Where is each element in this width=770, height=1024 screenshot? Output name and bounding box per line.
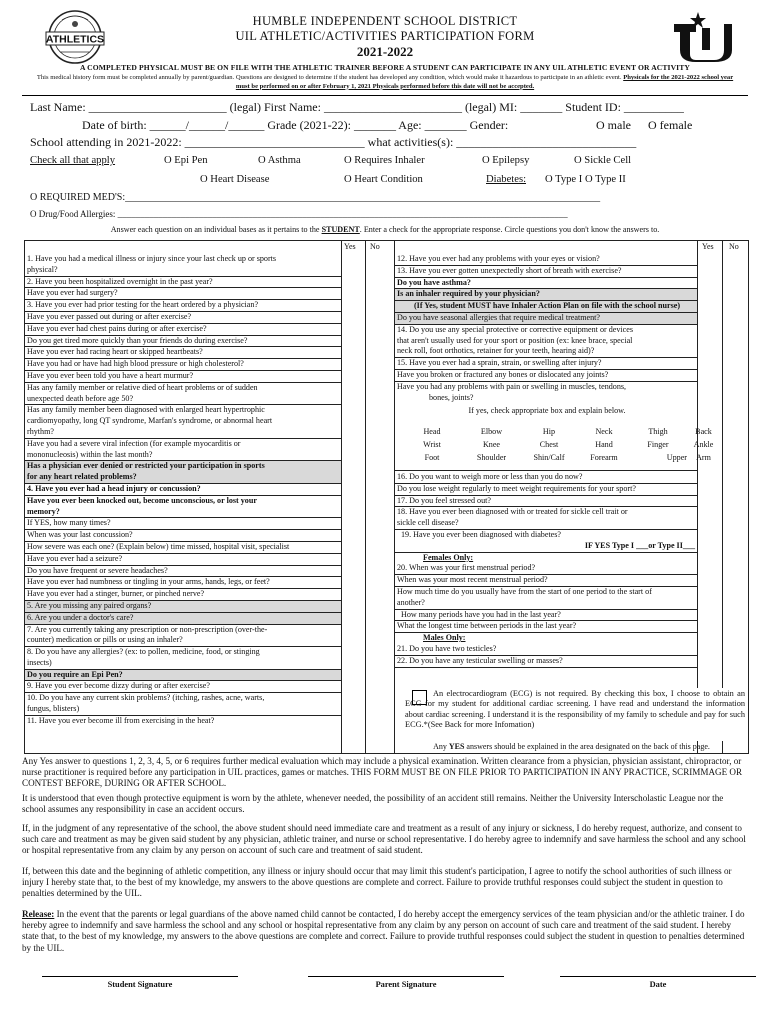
release-text: In the event that the parents or legal guardians of the above named child cannot be contacted, I do hereby accept the emergency services of the team physician and/or the athletic trainer. I do hereby agree to indemnify and save harmless the school and any school or hospital representative from any claim by any person on account of such care and treatment of the said student. I hereby state that, to the best of my knowledge, my answers to the above questions are complete and correct. Failure to provide truthful responses could subject the student in question to penalties determined by the UIL. bbox=[22, 909, 745, 953]
instructions-post: . Enter a check for the appropriate response. Circle questions you don't know the answers to. bbox=[359, 225, 660, 234]
question-row: bones, joints? bbox=[429, 392, 474, 402]
question-row: If YES, how many times? bbox=[25, 518, 341, 530]
question-row: 18. Have you ever been diagnosed with or treated for sickle cell trait or bbox=[397, 507, 628, 517]
body-part-elbow[interactable]: Elbow bbox=[480, 427, 503, 436]
heart-disease-option[interactable]: O Heart Disease bbox=[200, 174, 270, 185]
question-row: 16. Do you want to weigh more or less than you do now? bbox=[395, 472, 697, 484]
school-activities-line[interactable]: School attending in 2021-2022: ______________________________ what activities(s): ______________________________ bbox=[30, 135, 637, 149]
allergies-line[interactable]: O Drug/Food Allergies: ____________________________________________________________________________________________________ bbox=[30, 209, 568, 219]
question-row: How severe was each one? (Explain below) time missed, hospital visit, specialist bbox=[25, 542, 341, 554]
body-part-shin-calf[interactable]: Shin/Calf bbox=[533, 453, 565, 462]
release-label: Release: bbox=[22, 909, 55, 919]
question-row: Do you lose weight regularly to meet weight requirements for your sport? bbox=[395, 484, 697, 496]
notification-paragraph: If, between this date and the beginning of athletic competition, any illness or injury should occur that may limit this student's participation, I agree to notify the school authorities of such illness or injury I hereby state that, to the best of my knowledge, my answers to the above questions are complete and correct. Failure to provide truthful responses could subject the student in question to penalties determined by the UIL. bbox=[22, 866, 732, 899]
svg-text:ATHLETICS: ATHLETICS bbox=[45, 33, 105, 46]
body-part-chest[interactable]: Chest bbox=[539, 440, 559, 449]
question-row: insects) bbox=[25, 658, 341, 670]
left-questions bbox=[25, 254, 341, 727]
question-row: another? bbox=[395, 598, 697, 610]
right-yes-col-border bbox=[697, 240, 698, 754]
body-part-knee[interactable]: Knee bbox=[482, 440, 501, 449]
males-only-label: Males Only: bbox=[423, 633, 466, 643]
question-row: 10. Do you have any current skin problems? (itching, rashes, acne, warts, bbox=[27, 693, 265, 703]
question-row: 14. Do you use any special protective or corrective equipment or devices bbox=[397, 324, 633, 334]
question-row: 22. Do you have any testicular swelling or masses? bbox=[395, 656, 697, 668]
question-row: 21. Do you have two testicles? bbox=[395, 644, 697, 656]
question-row: Have you ever had surgery? bbox=[25, 288, 341, 300]
question-row: 15. Have you ever had a sprain, strain, or swelling after injury? bbox=[395, 358, 697, 370]
body-grid-row bbox=[400, 440, 720, 453]
check-all-label: Check all that apply bbox=[30, 155, 116, 166]
females-only-label: Females Only: bbox=[423, 552, 474, 562]
question-row: 20. When was your first menstrual period? bbox=[395, 563, 697, 575]
question-row: Has any family member been diagnosed with enlarged heart hypertrophic bbox=[27, 405, 265, 415]
question-row: Do you have asthma? bbox=[395, 278, 697, 290]
question-row: counter) medication or pills or using an inhaler? bbox=[25, 635, 341, 647]
question-row: How many periods have you had in the last year? bbox=[395, 610, 697, 622]
form-title: UIL ATHLETIC/ACTIVITIES PARTICIPATION FORM bbox=[235, 29, 535, 43]
body-part-instruction: If yes, check appropriate box and explain below. bbox=[468, 406, 626, 416]
question-row: 3. Have you ever had prior testing for the heart ordered by a physician? bbox=[25, 300, 341, 312]
right-no-col-border bbox=[722, 240, 723, 754]
question-row: Has any family member or relative died of heart problems or of sudden bbox=[27, 382, 258, 392]
question-row: Have you had any problems with pain or swelling in muscles, tendons, bbox=[397, 381, 627, 391]
left-no-header: No bbox=[370, 242, 380, 251]
heart-condition-option[interactable]: O Heart Condition bbox=[344, 174, 423, 185]
student-signature-line[interactable] bbox=[42, 976, 238, 977]
question-row: that aren't usually used for your sport or position (ex: knee brace, special bbox=[397, 335, 633, 345]
release-paragraph bbox=[22, 909, 748, 954]
explain-note-post: answers should be explained in the area designated on the back of this page. bbox=[466, 742, 710, 751]
body-part-neck[interactable]: Neck bbox=[595, 427, 613, 436]
question-row: neck roll, foot orthotics, retainer for your teeth, hearing aid)? bbox=[395, 346, 697, 358]
explain-note-yes: YES bbox=[448, 742, 465, 751]
sickle-cell-option[interactable]: O Sickle Cell bbox=[574, 155, 632, 166]
question-row: memory? bbox=[25, 507, 341, 519]
body-part-ankle[interactable]: Ankle bbox=[693, 440, 714, 449]
right-questions-2 bbox=[395, 472, 697, 668]
question-row: rhythm? bbox=[25, 427, 341, 439]
body-part-finger[interactable]: Finger bbox=[647, 440, 669, 449]
epilepsy-option[interactable]: O Epilepsy bbox=[482, 155, 530, 166]
question-row: Have you ever been knocked out, become unconscious, or lost your bbox=[27, 495, 257, 505]
question-row: 11. Have you ever become ill from exercising in the heat? bbox=[27, 715, 215, 725]
question-row: Has a physician ever denied or restricted your participation in sports bbox=[25, 461, 341, 472]
requires-inhaler-option[interactable]: O Requires Inhaler bbox=[344, 155, 425, 166]
left-yes-header: Yes bbox=[344, 242, 356, 251]
question-row: When was your most recent menstrual period? bbox=[395, 575, 697, 587]
asthma-option[interactable]: O Asthma bbox=[258, 155, 301, 166]
instructions-pre: Answer each question on an individual bases as it pertains to the bbox=[110, 225, 320, 234]
epi-pen-option[interactable]: O Epi Pen bbox=[164, 155, 208, 166]
instructions-student: STUDENT bbox=[321, 225, 360, 234]
question-row: cardiomyopathy, long QT syndrome, Marfan's syndrome, or abnormal heart bbox=[27, 416, 273, 426]
explain-yes-note bbox=[395, 742, 748, 751]
question-row: Do you have frequent or severe headaches? bbox=[25, 566, 341, 578]
right-yes-header: Yes bbox=[702, 242, 714, 251]
consent-paragraph: If, in the judgment of any representative of the school, the above student should need immediate care and treatment as a result of any injury or sickness, I do hereby request, authorize, and consent to such care and treatment as may be given said student by any physician, athletic trainer, and nurse or school representative. I do hereby agree to indemnify and save harmless the school and any school or hospital representative from any claim by any person on account of such care and treatment of said student. bbox=[22, 823, 746, 856]
name-line[interactable]: Last Name: _______________________ (legal) First Name: _______________________ (legal) MI: _______ Student ID: __________ bbox=[30, 100, 684, 114]
body-part-shoulder[interactable]: Shoulder bbox=[476, 453, 507, 462]
body-grid-row bbox=[400, 427, 720, 440]
school-year: 2021-2022 bbox=[356, 44, 414, 59]
question-row: for any heart related problems? bbox=[25, 472, 341, 484]
question-row: 12. Have you ever had any problems with your eyes or vision? bbox=[395, 254, 697, 266]
body-part-thigh[interactable]: Thigh bbox=[648, 427, 668, 436]
question-row: Is an inhaler required by your physician? bbox=[395, 289, 697, 301]
body-part-grid bbox=[400, 427, 720, 466]
body-part-upper[interactable]: Upper bbox=[666, 453, 687, 462]
question-row: 13. Have you ever gotten unexpectedly short of breath with exercise? bbox=[395, 266, 697, 278]
date-line[interactable] bbox=[560, 976, 756, 977]
evaluation-paragraph: Any Yes answer to questions 1, 2, 3, 4, 5, or 6 requires further medical evaluation which may include a physical examination. Written clearance from a physician, physician assistant, chiropractor, or nurse practitioner is required before any participation in UIL practices, games or matches. THIS FORM MUST BE ON FILE PRIOR TO PARTICIPATION IN ANY PRACTICE, SCRIMMAGE OR CONTEST BEFORE, DURING OR AFTER SCHOOL. bbox=[22, 756, 743, 789]
body-part-foot[interactable]: Foot bbox=[424, 453, 440, 462]
gender-female-option[interactable]: O female bbox=[648, 118, 693, 132]
body-part-arm[interactable]: Arm bbox=[696, 453, 711, 462]
diabetes-type-options[interactable]: O Type I O Type II bbox=[545, 174, 626, 185]
body-part-forearm[interactable]: Forearm bbox=[590, 453, 618, 462]
question-row: Have you ever passed out during or after exercise? bbox=[25, 312, 341, 324]
question-row: Have you broken or fractured any bones or dislocated any joints? bbox=[395, 370, 697, 382]
question-row: 2. Have you been hospitalized overnight in the past year? bbox=[25, 277, 341, 289]
question-row: 19. Have you ever been diagnosed with diabetes? bbox=[401, 529, 562, 539]
diabetes-type-line[interactable]: IF YES Type I ___or Type II___ bbox=[395, 541, 697, 553]
table-instructions bbox=[22, 225, 748, 234]
question-row: Have you ever had a seizure? bbox=[25, 554, 341, 566]
question-row: 1. Have you had a medical illness or injury since your last check up or sports bbox=[27, 254, 277, 263]
header-divider bbox=[22, 95, 748, 96]
body-part-hand[interactable]: Hand bbox=[595, 440, 613, 449]
question-row: What the longest time between periods in the last year? bbox=[395, 621, 697, 633]
explain-note-pre: Any bbox=[433, 742, 447, 751]
ecg-text: An electrocardiogram (ECG) is not required. By checking this box, I choose to obtain an ECG for my student for additional cardiac screening. I have read and understand the information about cardiac screening. I understand it is the responsibility of my family to schedule and pay for such ECG.*(See Back for more Infomation) bbox=[405, 689, 745, 730]
notice-text: This medical history form must be completed annually by parent/guardian. Questions are designed to determine if the student has developed any condition, which would make it hazardous to participate in an athletic event. bbox=[36, 74, 622, 81]
district-name: HUMBLE INDEPENDENT SCHOOL DISTRICT bbox=[252, 14, 518, 28]
parent-signature-label: Parent Signature bbox=[375, 980, 437, 989]
question-row: physical? bbox=[25, 265, 341, 277]
question-row: Do you require an Epi Pen? bbox=[25, 670, 341, 682]
question-row: 6. Are you under a doctor's care? bbox=[25, 613, 341, 625]
question-row: 8. Do you have any allergies? (ex: to pollen, medicine, food, or stinging bbox=[27, 647, 260, 657]
body-part-hip[interactable]: Hip bbox=[542, 427, 556, 436]
body-part-wrist[interactable]: Wrist bbox=[423, 440, 441, 449]
question-row: 17. Do you feel stressed out? bbox=[395, 496, 697, 508]
body-part-head[interactable]: Head bbox=[423, 427, 441, 436]
gender-male-option[interactable]: O male bbox=[596, 118, 631, 132]
body-part-back[interactable]: Back bbox=[695, 427, 712, 436]
body-grid-row bbox=[400, 453, 720, 466]
question-row: 5. Are you missing any paired organs? bbox=[25, 601, 341, 613]
required-meds-line[interactable]: O REQUIRED MED'S:_______________________________________________________________________________________________ bbox=[30, 192, 601, 203]
question-row: Have you ever had numbness or tingling in your arms, hands, legs, or feet? bbox=[25, 577, 341, 589]
left-no-col-border bbox=[365, 240, 366, 754]
date-label: Date bbox=[649, 980, 667, 989]
question-row: Do you get tired more quickly than your friends do during exercise? bbox=[25, 336, 341, 348]
question-row: Have you ever had racing heart or skipped heartbeats? bbox=[25, 347, 341, 359]
grid-bottom-border bbox=[395, 470, 697, 471]
student-signature-label: Student Signature bbox=[107, 980, 173, 989]
question-row: mononucleosis) within the last month? bbox=[25, 450, 341, 462]
question-row: Have you ever had a stinger, burner, or pinched nerve? bbox=[25, 589, 341, 601]
question-row: unexpected death before age 50? bbox=[25, 394, 341, 406]
medical-history-notice bbox=[32, 74, 738, 91]
uil-logo bbox=[668, 10, 738, 62]
question-row: 7. Are you currently taking any prescription or non-prescription (over-the- bbox=[27, 624, 268, 634]
liability-paragraph: It is understood that even though protective equipment is worn by the athlete, whenever needed, the possibility of an accident still remains. Neither the University Interscholastic League nor the school assumes any responsibility in case an accident occurs. bbox=[22, 793, 724, 815]
question-row: Do you have seasonal allergies that require medical treatment? bbox=[395, 313, 697, 325]
question-row: When was your last concussion? bbox=[25, 530, 341, 542]
right-questions bbox=[395, 254, 697, 417]
inhaler-plan-note: (If Yes, student MUST have Inhaler Action Plan on file with the school nurse) bbox=[395, 301, 697, 313]
question-row: sickle cell disease? bbox=[395, 518, 697, 530]
question-row: Have you ever had chest pains during or after exercise? bbox=[25, 324, 341, 336]
question-row: fungus, blisters) bbox=[25, 704, 341, 716]
question-row: How much time do you usually have from the start of one period to the start of bbox=[397, 586, 652, 596]
parent-signature-line[interactable] bbox=[308, 976, 504, 977]
svg-text:UIL bbox=[718, 45, 719, 46]
question-row: Have you had or have had high blood pressure or high cholesterol? bbox=[25, 359, 341, 371]
right-no-header: No bbox=[729, 242, 739, 251]
question-row: Have you had a severe viral infection (for example myocarditis or bbox=[27, 438, 241, 448]
question-row: 9. Have you ever become dizzy during or after exercise? bbox=[25, 681, 341, 693]
question-row: Have you ever been told you have a heart murmur? bbox=[25, 371, 341, 383]
physical-warning: A COMPLETED PHYSICAL MUST BE ON FILE WITH THE ATHLETIC TRAINER BEFORE A STUDENT CAN PARTICIPATE IN ANY UIL ATHLETIC EVENT OR ACTIVITY bbox=[80, 63, 690, 72]
physical-date-notice: Physicals for the 2021-2022 school year must be performed on or after February 1, 2021 Physicals performed before this date will not be accepted. bbox=[235, 74, 734, 90]
question-row: 4. Have you ever had a head injury or concussion? bbox=[25, 484, 341, 496]
dob-grade-age-line[interactable]: Date of birth: ______/______/______ Grade (2021-22): _______ Age: _______ Gender: bbox=[82, 118, 509, 132]
uil-logo-icon bbox=[668, 10, 738, 62]
diabetes-label: Diabetes: bbox=[486, 174, 527, 185]
left-yes-col-border bbox=[341, 240, 342, 754]
